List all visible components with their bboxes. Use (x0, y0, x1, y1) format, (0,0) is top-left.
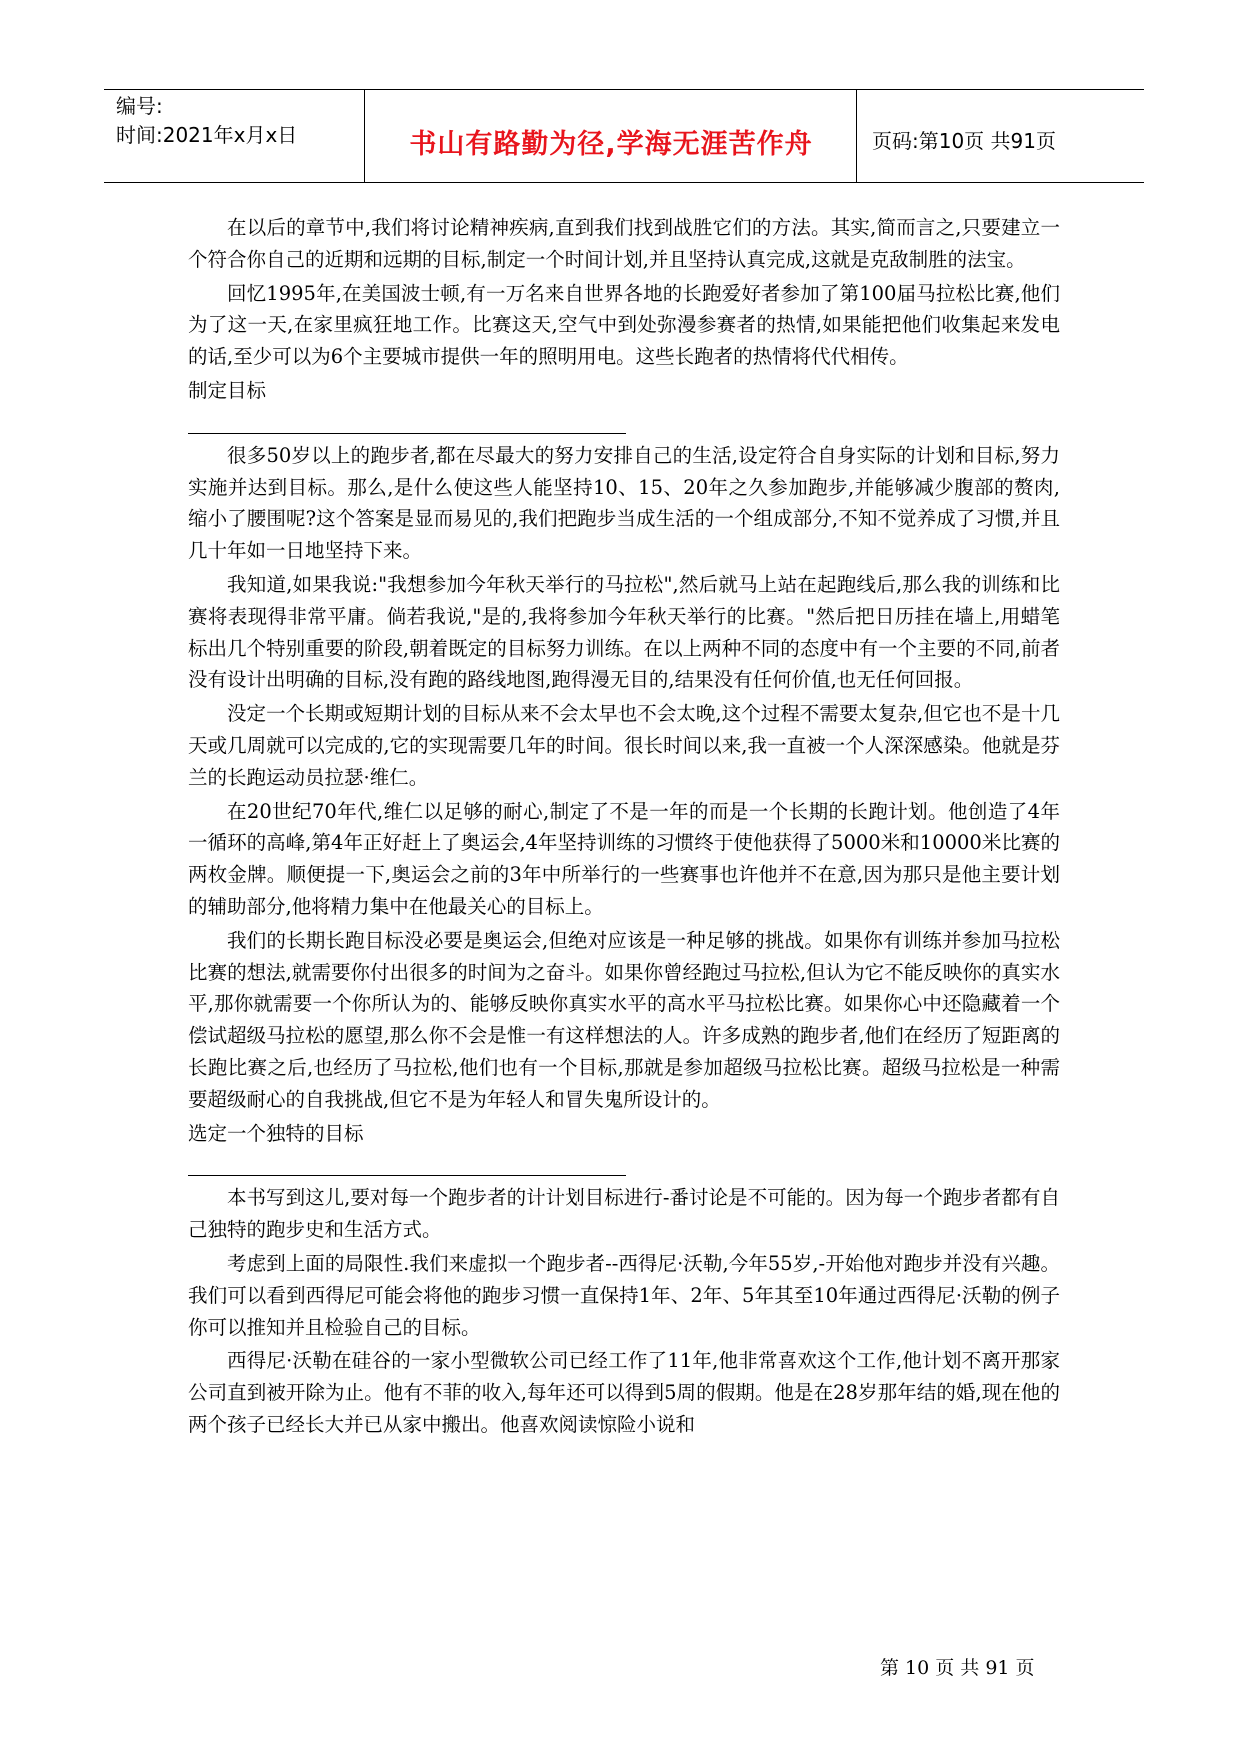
paragraph: 没定一个长期或短期计划的目标从来不会太早也不会太晚,这个过程不需要太复杂,但它也不是十几天或几周就可以完成的,它的实现需要几年的时间。很长时间以来,我一直被一个人深深感染。他就是芬兰的长跑运动员拉瑟·维仁。 (188, 702, 1060, 789)
paragraph: 本书写到这儿,要对每一个跑步者的计计划目标进行-番讨论是不可能的。因为每一个跑步者都有自己独特的跑步史和生活方式。 (188, 1186, 1060, 1242)
document-body (188, 212, 1060, 1443)
page-footer: 第 10 页 共 91 页 (880, 1657, 1035, 1679)
header-divider (364, 90, 365, 182)
section-rule (188, 433, 626, 434)
number-label: 编号: (116, 94, 163, 118)
paragraph: 很多50岁以上的跑步者,都在尽最大的努力安排自己的生活,设定符合自身实际的计划和目标,努力实施并达到目标。那么,是什么使这些人能坚持10、15、20年之久参加跑步,并能够减少腹部的赘肉,缩小了腰围呢?这个答案是显而易见的,我们把跑步当成生活的一个组成部分,不知不觉养成了习惯,并且几十年如一日地坚持下来。 (188, 443, 1060, 563)
header-left-cell (116, 92, 297, 150)
paragraph: 西得尼·沃勒在硅谷的一家小型微软公司已经工作了11年,他非常喜欢这个工作,他计划不离开那家公司直到被开除为止。他有不菲的收入,每年还可以得到5周的假期。他是在28岁那年结的婚,现在他的两个孩子已经长大并已从家中搬出。他喜欢阅读惊险小说和 (188, 1349, 1060, 1436)
time-label: 时间:2021年x月x日 (116, 123, 298, 147)
header-divider (856, 90, 857, 182)
paragraph: 回忆1995年,在美国波士顿,有一万名来自世界各地的长跑爱好者参加了第100届马拉松比赛,他们为了这一天,在家里疯狂地工作。比赛这天,空气中到处弥漫参赛者的热情,如果能把他们收集起来发电的话,至少可以为6个主要城市提供一年的照明用电。这些长跑者的热情将代代相传。 (188, 281, 1060, 369)
paragraph: 在以后的章节中,我们将讨论精神疾病,直到我们找到战胜它们的方法。其实,简而言之,只要建立一个符合你自己的近期和远期的目标,制定一个时间计划,并且坚持认真完成,这就是克敌制胜的法宝。 (188, 216, 1060, 271)
section-heading: 制定目标 (188, 378, 267, 402)
header-motto: 书山有路勤为径,学海无涯苦作舟 (409, 129, 813, 160)
section-heading: 选定一个独特的目标 (188, 1121, 364, 1145)
paragraph: 在20世纪70年代,维仁以足够的耐心,制定了不是一年的而是一个长期的长跑计划。他创造了4年一循环的高峰,第4年正好赶上了奥运会,4年坚持训练的习惯终于使他获得了5000米和10000米比赛的两枚金牌。顺便提一下,奥运会之前的3年中所举行的一些赛事也许他并不在意,因为那只是他主要计划的辅助部分,他将精力集中在他最关心的目标上。 (188, 799, 1060, 918)
paragraph: 我们的长期长跑目标没必要是奥运会,但绝对应该是一种足够的挑战。如果你有训练并参加马拉松比赛的想法,就需要你付出很多的时间为之奋斗。如果你曾经跑过马拉松,但认为它不能反映你的真实水平,那你就需要一个你所认为的、能够反映你真实水平的高水平马拉松比赛。如果你心中还隐藏着一个偿试超级马拉松的愿望,那么你不会是惟一有这样想法的人。许多成熟的跑步者,他们在经历了短距离的长跑比赛之后,也经历了马拉松,他们也有一个目标,那就是参加超级马拉松比赛。超级马拉松是一种需要超级耐心的自我挑战,但它不是为年轻人和冒失鬼所设计的。 (188, 928, 1060, 1111)
header-page-info: 页码:第10页 共91页 (872, 129, 1056, 153)
paragraph: 我知道,如果我说:"我想参加今年秋天举行的马拉松",然后就马上站在起跑线后,那么我的训练和比赛将表现得非常平庸。倘若我说,"是的,我将参加今年秋天举行的比赛。"然后把日历挂在墙上,用蜡笔标出几个特别重要的阶段,朝着既定的目标努力训练。在以上两种不同的态度中有一个主要的不同,前者没有设计出明确的目标,没有跑的路线地图,跑得漫无目的,结果没有任何价值,也无任何回报。 (188, 572, 1060, 692)
section-rule (188, 1175, 626, 1176)
paragraph: 考虑到上面的局限性.我们来虚拟一个跑步者--西得尼·沃勒,今年55岁,-开始他对跑步并没有兴趣。我们可以看到西得尼可能会将他的跑步习惯一直保持1年、2年、5年其至10年通过西得尼·沃勒的例子你可以推知并且检验自己的目标。 (188, 1251, 1060, 1339)
header-table (104, 89, 1144, 183)
